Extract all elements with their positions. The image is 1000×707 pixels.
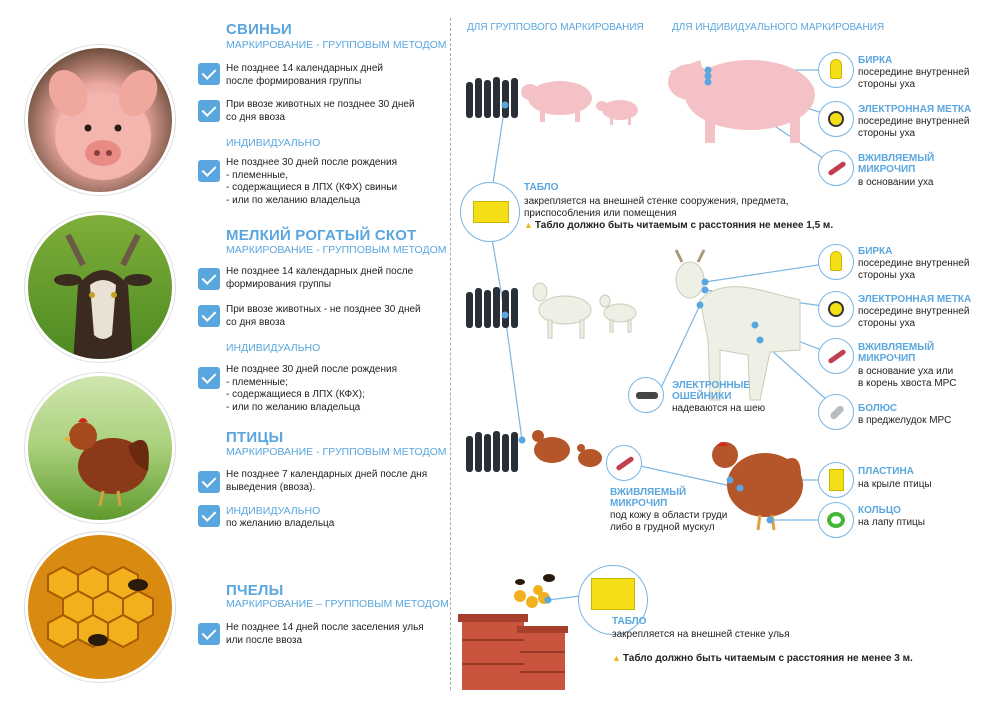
goats-individual: ИНДИВИДУАЛЬНО [226, 342, 321, 354]
pig-chip-desc: в основании уха [858, 177, 934, 188]
tablo-label: ТАБЛО [524, 182, 559, 193]
bees-photo [25, 532, 175, 682]
bee-tablo-label: ТАБЛО [612, 616, 647, 627]
pigs-individual: ИНДИВИДУАЛЬНО [226, 137, 321, 149]
bees-title: ПЧЕЛЫ [226, 582, 284, 599]
electronic-mark-icon [818, 291, 854, 327]
pigs-item-3: Не позднее 30 дней после рождения - племенные, - содержащиеся в ЛПХ (КФХ) свиньи - или по желанию владельца [226, 157, 398, 206]
bird-chip-desc: под кожу в области груди либо в грудной мускул [610, 510, 728, 533]
fence-icon [466, 77, 518, 472]
pigs-item-1: Не позднее 14 календарных дней после формирования группы [226, 63, 383, 87]
col-individual-heading: ДЛЯ ИНДИВИДУАЛЬНОГО МАРКИРОВАНИЯ [672, 22, 885, 33]
goat-collar-desc: надеваются на шею [672, 403, 766, 414]
tablo-desc: закрепляется на внешней стенке сооружения, предмета, приспособления или помещения [524, 196, 789, 219]
goats-group-method: МАРКИРОВАНИЕ - ГРУППОВЫМ МЕТОДОМ [226, 244, 447, 256]
bolus-icon [818, 394, 854, 430]
pigs-title: СВИНЬИ [226, 21, 293, 38]
bird-ring-label: КОЛЬЦО [858, 505, 901, 516]
microchip-icon [818, 150, 854, 186]
goat-chip-label: ВЖИВЛЯЕМЫЙ МИКРОЧИП [858, 342, 935, 364]
ear-tag-icon [818, 244, 854, 280]
microchip-icon [818, 338, 854, 374]
goat-emark-desc: посередине внутренней стороны уха [858, 306, 970, 329]
birds-item-1: Не позднее 7 календарных дней после дня выведения (ввоза). [226, 469, 428, 493]
goats-item-3: Не позднее 30 дней после рождения - племенные; - содержащиеся в ЛПХ (КФХ); - или по желанию владельца [226, 364, 398, 413]
electronic-mark-icon [818, 101, 854, 137]
leg-ring-icon [818, 502, 854, 538]
bee-tablo-desc: закрепляется на внешней стенке улья [612, 629, 790, 640]
check-icon [198, 63, 220, 85]
check-icon [198, 100, 220, 122]
pig-chip-label: ВЖИВЛЯЕМЫЙ МИКРОЧИП [858, 153, 935, 175]
check-icon [198, 305, 220, 327]
goats-item-2: При ввозе животных - не позднее 30 дней со дня ввоза [226, 304, 421, 328]
bird-chip-label: ВЖИВЛЯЕМЫЙ МИКРОЧИП [610, 487, 687, 509]
check-icon [198, 471, 220, 493]
pig-tag-label: БИРКА [858, 55, 893, 66]
hen-photo [25, 373, 175, 523]
pigs-group-method: МАРКИРОВАНИЕ - ГРУППОВЫМ МЕТОДОМ [226, 39, 447, 51]
birds-individual: ИНДИВИДУАЛЬНО [226, 505, 321, 517]
goat-collar-label: ЭЛЕКТРОННЫЕ ОШЕЙНИКИ [672, 380, 751, 402]
birds-item-2: по желанию владельца [226, 518, 335, 529]
microchip-icon [606, 445, 642, 481]
check-icon [198, 160, 220, 182]
ear-tag-icon [818, 52, 854, 88]
goat-bolus-desc: в преджелудок МРС [858, 415, 952, 426]
pig-photo [25, 45, 175, 195]
bees-group-method: МАРКИРОВАНИЕ – ГРУППОВЫМ МЕТОДОМ [226, 598, 449, 610]
goat-emark-label: ЭЛЕКТРОННАЯ МЕТКА [858, 294, 972, 305]
bird-plate-label: ПЛАСТИНА [858, 466, 914, 477]
goat-photo [25, 212, 175, 362]
pig-emark-label: ЭЛЕКТРОННАЯ МЕТКА [858, 104, 972, 115]
check-icon [198, 268, 220, 290]
col-group-heading: ДЛЯ ГРУППОВОГО МАРКИРОВАНИЯ [467, 22, 644, 33]
column-divider [450, 18, 451, 690]
goat-tag-desc: посередине внутренней стороны уха [858, 258, 970, 281]
tablo-icon [460, 182, 520, 242]
check-icon [198, 505, 220, 527]
bird-plate-desc: на крыле птицы [858, 479, 932, 490]
bees-item-1: Не позднее 14 дней после заселения улья или после ввоза [226, 622, 424, 646]
goat-tag-label: БИРКА [858, 246, 893, 257]
check-icon [198, 367, 220, 389]
pig-emark-desc: посередине внутренней стороны уха [858, 116, 970, 139]
goat-bolus-label: БОЛЮС [858, 403, 898, 414]
goat-chip-desc: в основание уха или в корень хвоста МРС [858, 366, 957, 389]
birds-title: ПТИЦЫ [226, 429, 284, 446]
pig-tag-desc: посередине внутренней стороны уха [858, 67, 970, 90]
bird-ring-desc: на лапу птицы [858, 517, 925, 528]
goats-title: МЕЛКИЙ РОГАТЫЙ СКОТ [226, 227, 417, 244]
collar-icon [628, 377, 664, 413]
pigs-item-2: При ввозе животных не позднее 30 дней со дня ввоза [226, 99, 415, 123]
check-icon [198, 623, 220, 645]
goats-item-1: Не позднее 14 календарных дней после формирования группы [226, 266, 414, 290]
birds-group-method: МАРКИРОВАНИЕ - ГРУППОВЫМ МЕТОДОМ [226, 446, 447, 458]
bee-tablo-warning: ▲ Табло должно быть читаемым с расстояния не менее 3 м. [612, 653, 913, 664]
tablo-warning: ▲ Табло должно быть читаемым с расстояния не менее 1,5 м. [524, 220, 833, 231]
wing-plate-icon [818, 462, 854, 498]
